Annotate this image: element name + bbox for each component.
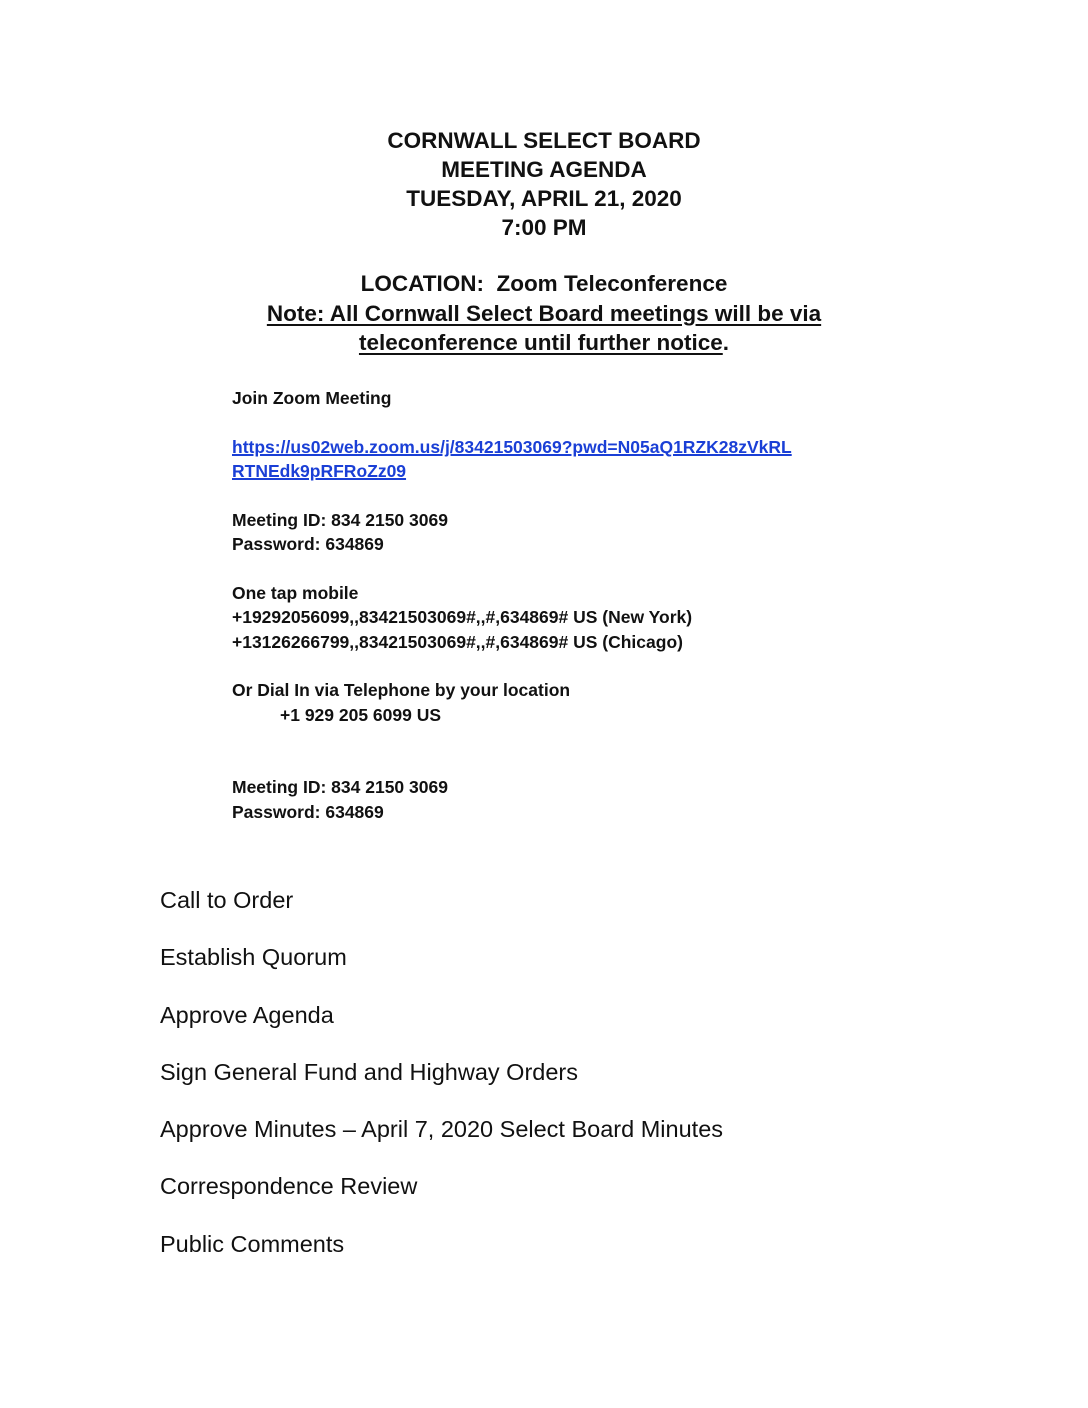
meeting-id: Meeting ID: 834 2150 3069 (232, 509, 448, 530)
board-name: CORNWALL SELECT BOARD (387, 128, 701, 153)
dial-in-number: +1 929 205 6099 US (280, 704, 442, 725)
join-zoom-heading: Join Zoom Meeting (232, 388, 392, 408)
zoom-details (232, 386, 952, 848)
zoom-meeting-link[interactable] (232, 437, 792, 482)
agenda-item: Correspondence Review (160, 1173, 418, 1200)
meeting-password: Password: 634869 (232, 801, 384, 822)
location-line: LOCATION: Zoom Teleconference (360, 271, 728, 296)
one-tap-block (232, 581, 952, 655)
credentials-block-2 (232, 775, 952, 824)
meeting-id: Meeting ID: 834 2150 3069 (232, 777, 448, 797)
agenda-item: Call to Order (160, 887, 294, 913)
note-line-2 (0, 328, 1088, 358)
note-line-1 (0, 299, 1088, 329)
agenda-header (0, 126, 1088, 242)
agenda-item: Approve Agenda (160, 1001, 334, 1028)
agenda-item: Approve Minutes – April 7, 2020 Select Board Minutes (160, 1116, 724, 1143)
document-title: MEETING AGENDA (441, 157, 647, 182)
location-section (0, 269, 1088, 358)
note-text-2: teleconference until further notice (358, 330, 723, 355)
meeting-time: 7:00 PM (501, 215, 587, 240)
note-text-1: Note: All Cornwall Select Board meetings will be via (266, 300, 822, 326)
zoom-link-block (232, 435, 952, 484)
one-tap-heading: One tap mobile (232, 582, 359, 603)
zoom-link-line-1: https://us02web.zoom.us/j/83421503069?pwd=N05aQ1RZK28zVkRL (232, 436, 792, 457)
agenda-items (160, 884, 980, 1285)
dial-in-heading: Or Dial In via Telephone by your location (232, 680, 571, 700)
one-tap-new-york: +19292056099,,83421503069#,,#,634869# US (New York) (232, 607, 693, 627)
agenda-item: Public Comments (160, 1230, 345, 1257)
note-period: . (722, 330, 730, 355)
credentials-block-1 (232, 508, 952, 557)
agenda-item: Sign General Fund and Highway Orders (160, 1058, 578, 1085)
one-tap-chicago: +13126266799,,83421503069#,,#,634869# US (Chicago) (232, 631, 683, 652)
meeting-date: TUESDAY, APRIL 21, 2020 (406, 186, 682, 211)
meeting-password: Password: 634869 (232, 534, 384, 554)
dial-in-block (232, 678, 952, 727)
agenda-item: Establish Quorum (160, 944, 347, 971)
zoom-link-line-2: RTNEdk9pRFRoZz09 (232, 461, 407, 481)
